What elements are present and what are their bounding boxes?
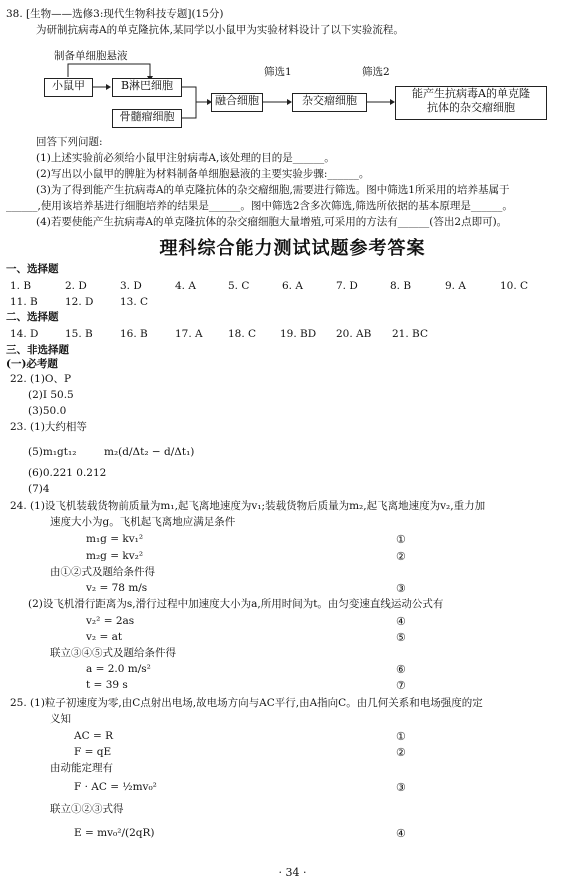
q22-line3: (3)50.0 bbox=[28, 405, 67, 417]
mark-2: ② bbox=[396, 746, 406, 759]
q23-line2-label: (5)m₁gt₁₂ bbox=[28, 446, 77, 458]
mark-7: ⑦ bbox=[396, 679, 406, 692]
mc-answer: 21. BC bbox=[392, 328, 428, 340]
myeloma-box: 骨髓瘤细胞 bbox=[112, 109, 182, 128]
q23-line2-expr: m₂(d/Δt₂ − d/Δt₁) bbox=[104, 446, 195, 458]
result-line2: 抗体的杂交瘤细胞 bbox=[427, 101, 515, 114]
q38-header: 38. [生物——选修3:现代生物科技专题](15分) bbox=[6, 8, 224, 20]
q38-intro: 为研制抗病毒A的单克隆抗体,某同学以小鼠甲为实验材料设计了以下实验流程。 bbox=[36, 24, 404, 36]
q25-line1: 25. (1)粒子初速度为零,由C点射出电场,故电场方向与AC平行,由A指向C。由几何关系和电场强度的定 bbox=[10, 697, 483, 709]
mc-answer: 3. D bbox=[120, 280, 142, 292]
q25-eq2: F = qE bbox=[74, 746, 112, 758]
mark-3: ③ bbox=[396, 582, 406, 595]
mc-answer: 11. B bbox=[10, 296, 38, 308]
sec2-heading: 二、选择题 bbox=[6, 311, 59, 323]
q38-sub4: (4)若要使能产生抗病毒A的单克隆抗体的杂交瘤细胞大量增殖,可采用的方法有______(答出2点即可)。 bbox=[36, 216, 508, 228]
mc-answer: 6. A bbox=[282, 280, 303, 292]
q22-line2: (2)I 50.5 bbox=[28, 389, 74, 401]
mc-answer: 13. C bbox=[120, 296, 149, 308]
mc-answer: 10. C bbox=[500, 280, 529, 292]
mc-answer: 15. B bbox=[65, 328, 93, 340]
mc-answer: 17. A bbox=[175, 328, 203, 340]
mc-answer: 7. D bbox=[336, 280, 358, 292]
q24-line2: 速度大小为g。飞机起飞离地应满足条件 bbox=[50, 516, 236, 528]
mark-1: ① bbox=[396, 533, 406, 546]
q38-sub3b: ______,使用该培养基进行细胞培养的结果是______。图中筛选2含多次筛选,筛选所依据的基本原理是______。 bbox=[6, 200, 513, 212]
mc-answer: 8. B bbox=[390, 280, 412, 292]
q25-line3: 由动能定理有 bbox=[50, 762, 113, 774]
q23-line3: (6)0.221 0.212 bbox=[28, 467, 107, 479]
mc-answer: 12. D bbox=[65, 296, 94, 308]
q38-sub1: (1)上述实验前必须给小鼠甲注射病毒A,该处理的目的是______。 bbox=[36, 152, 335, 164]
result-line1: 能产生抗病毒A的单克隆 bbox=[412, 87, 530, 100]
hybridoma-box: 杂交瘤细胞 bbox=[292, 93, 367, 112]
q24-line1: 24. (1)设飞机装载货物前质量为m₁,起飞离地速度为v₁;装载货物后质量为m₂,起飞离地速度为v₂,重力加 bbox=[10, 500, 486, 512]
mark-4: ④ bbox=[396, 615, 406, 628]
q24-line3: 由①②式及题给条件得 bbox=[50, 566, 155, 578]
mc-answer: 9. A bbox=[445, 280, 466, 292]
q25-eq1: AC = R bbox=[74, 730, 113, 742]
mark-1: ① bbox=[396, 730, 406, 743]
q22-line1: 22. (1)O、P bbox=[10, 373, 72, 385]
result-box bbox=[395, 86, 547, 120]
q25-eq3: F · AC = ½mv₀² bbox=[74, 781, 157, 793]
mc-answer: 2. D bbox=[65, 280, 87, 292]
q24-eq2: m₂g = kv₂² bbox=[86, 550, 144, 562]
mc-answer: 4. A bbox=[175, 280, 196, 292]
mark-3: ③ bbox=[396, 781, 406, 794]
mc-answer: 20. AB bbox=[336, 328, 372, 340]
answer-prompt: 回答下列问题: bbox=[36, 136, 103, 148]
mark-5: ⑤ bbox=[396, 631, 406, 644]
screen2-label: 筛选2 bbox=[362, 66, 390, 78]
sec3-heading: 三、非选择题 bbox=[6, 344, 69, 356]
mc-answer: 18. C bbox=[228, 328, 257, 340]
answer-key-title: 理科综合能力测试试题参考答案 bbox=[159, 238, 426, 259]
sec3-subheading: (一)必考题 bbox=[6, 358, 58, 370]
q25-eq4: E = mv₀²/(2qR) bbox=[74, 827, 155, 839]
q23-line1: 23. (1)大约相等 bbox=[10, 421, 87, 433]
q24-eq6: a = 2.0 m/s² bbox=[86, 663, 151, 675]
fused-cell-box: 融合细胞 bbox=[211, 93, 263, 112]
mc-answer: 16. B bbox=[120, 328, 148, 340]
mc-answer: 14. D bbox=[10, 328, 39, 340]
q24-line5: 联立③④⑤式及题给条件得 bbox=[50, 647, 176, 659]
mark-6: ⑥ bbox=[396, 663, 406, 676]
mc-answer: 19. BD bbox=[280, 328, 317, 340]
q24-eq5: v₂ = at bbox=[86, 631, 123, 643]
q24-eq1: m₁g = kv₁² bbox=[86, 533, 144, 545]
q23-line4: (7)4 bbox=[28, 483, 50, 495]
suspension-label: 制备单细胞悬液 bbox=[54, 50, 128, 62]
q38-sub2: (2)写出以小鼠甲的脾脏为材料制备单细胞悬液的主要实验步骤:______。 bbox=[36, 168, 370, 180]
mouse-box: 小鼠甲 bbox=[44, 78, 93, 97]
q24-eq4: v₂² = 2as bbox=[86, 615, 135, 627]
q38-sub3a: (3)为了得到能产生抗病毒A的单克隆抗体的杂交瘤细胞,需要进行筛选。图中筛选1所采用的培养基属于 bbox=[36, 184, 510, 196]
mc-answer: 5. C bbox=[228, 280, 250, 292]
q24-eq3: v₂ = 78 m/s bbox=[86, 582, 148, 594]
q25-line2: 义知 bbox=[50, 713, 71, 725]
q24-line4: (2)设飞机滑行距离为s,滑行过程中加速度大小为a,所用时间为t。由匀变速直线运动公式有 bbox=[28, 598, 444, 610]
page-number: · 34 · bbox=[278, 866, 307, 879]
mc-answer: 1. B bbox=[10, 280, 32, 292]
q24-eq7: t = 39 s bbox=[86, 679, 128, 691]
sec1-heading: 一、选择题 bbox=[6, 263, 59, 275]
mark-4: ④ bbox=[396, 827, 406, 840]
b-cell-box: B淋巴细胞 bbox=[112, 78, 182, 97]
mark-2: ② bbox=[396, 550, 406, 563]
screen1-label: 筛选1 bbox=[264, 66, 292, 78]
q25-line4: 联立①②③式得 bbox=[50, 803, 124, 815]
